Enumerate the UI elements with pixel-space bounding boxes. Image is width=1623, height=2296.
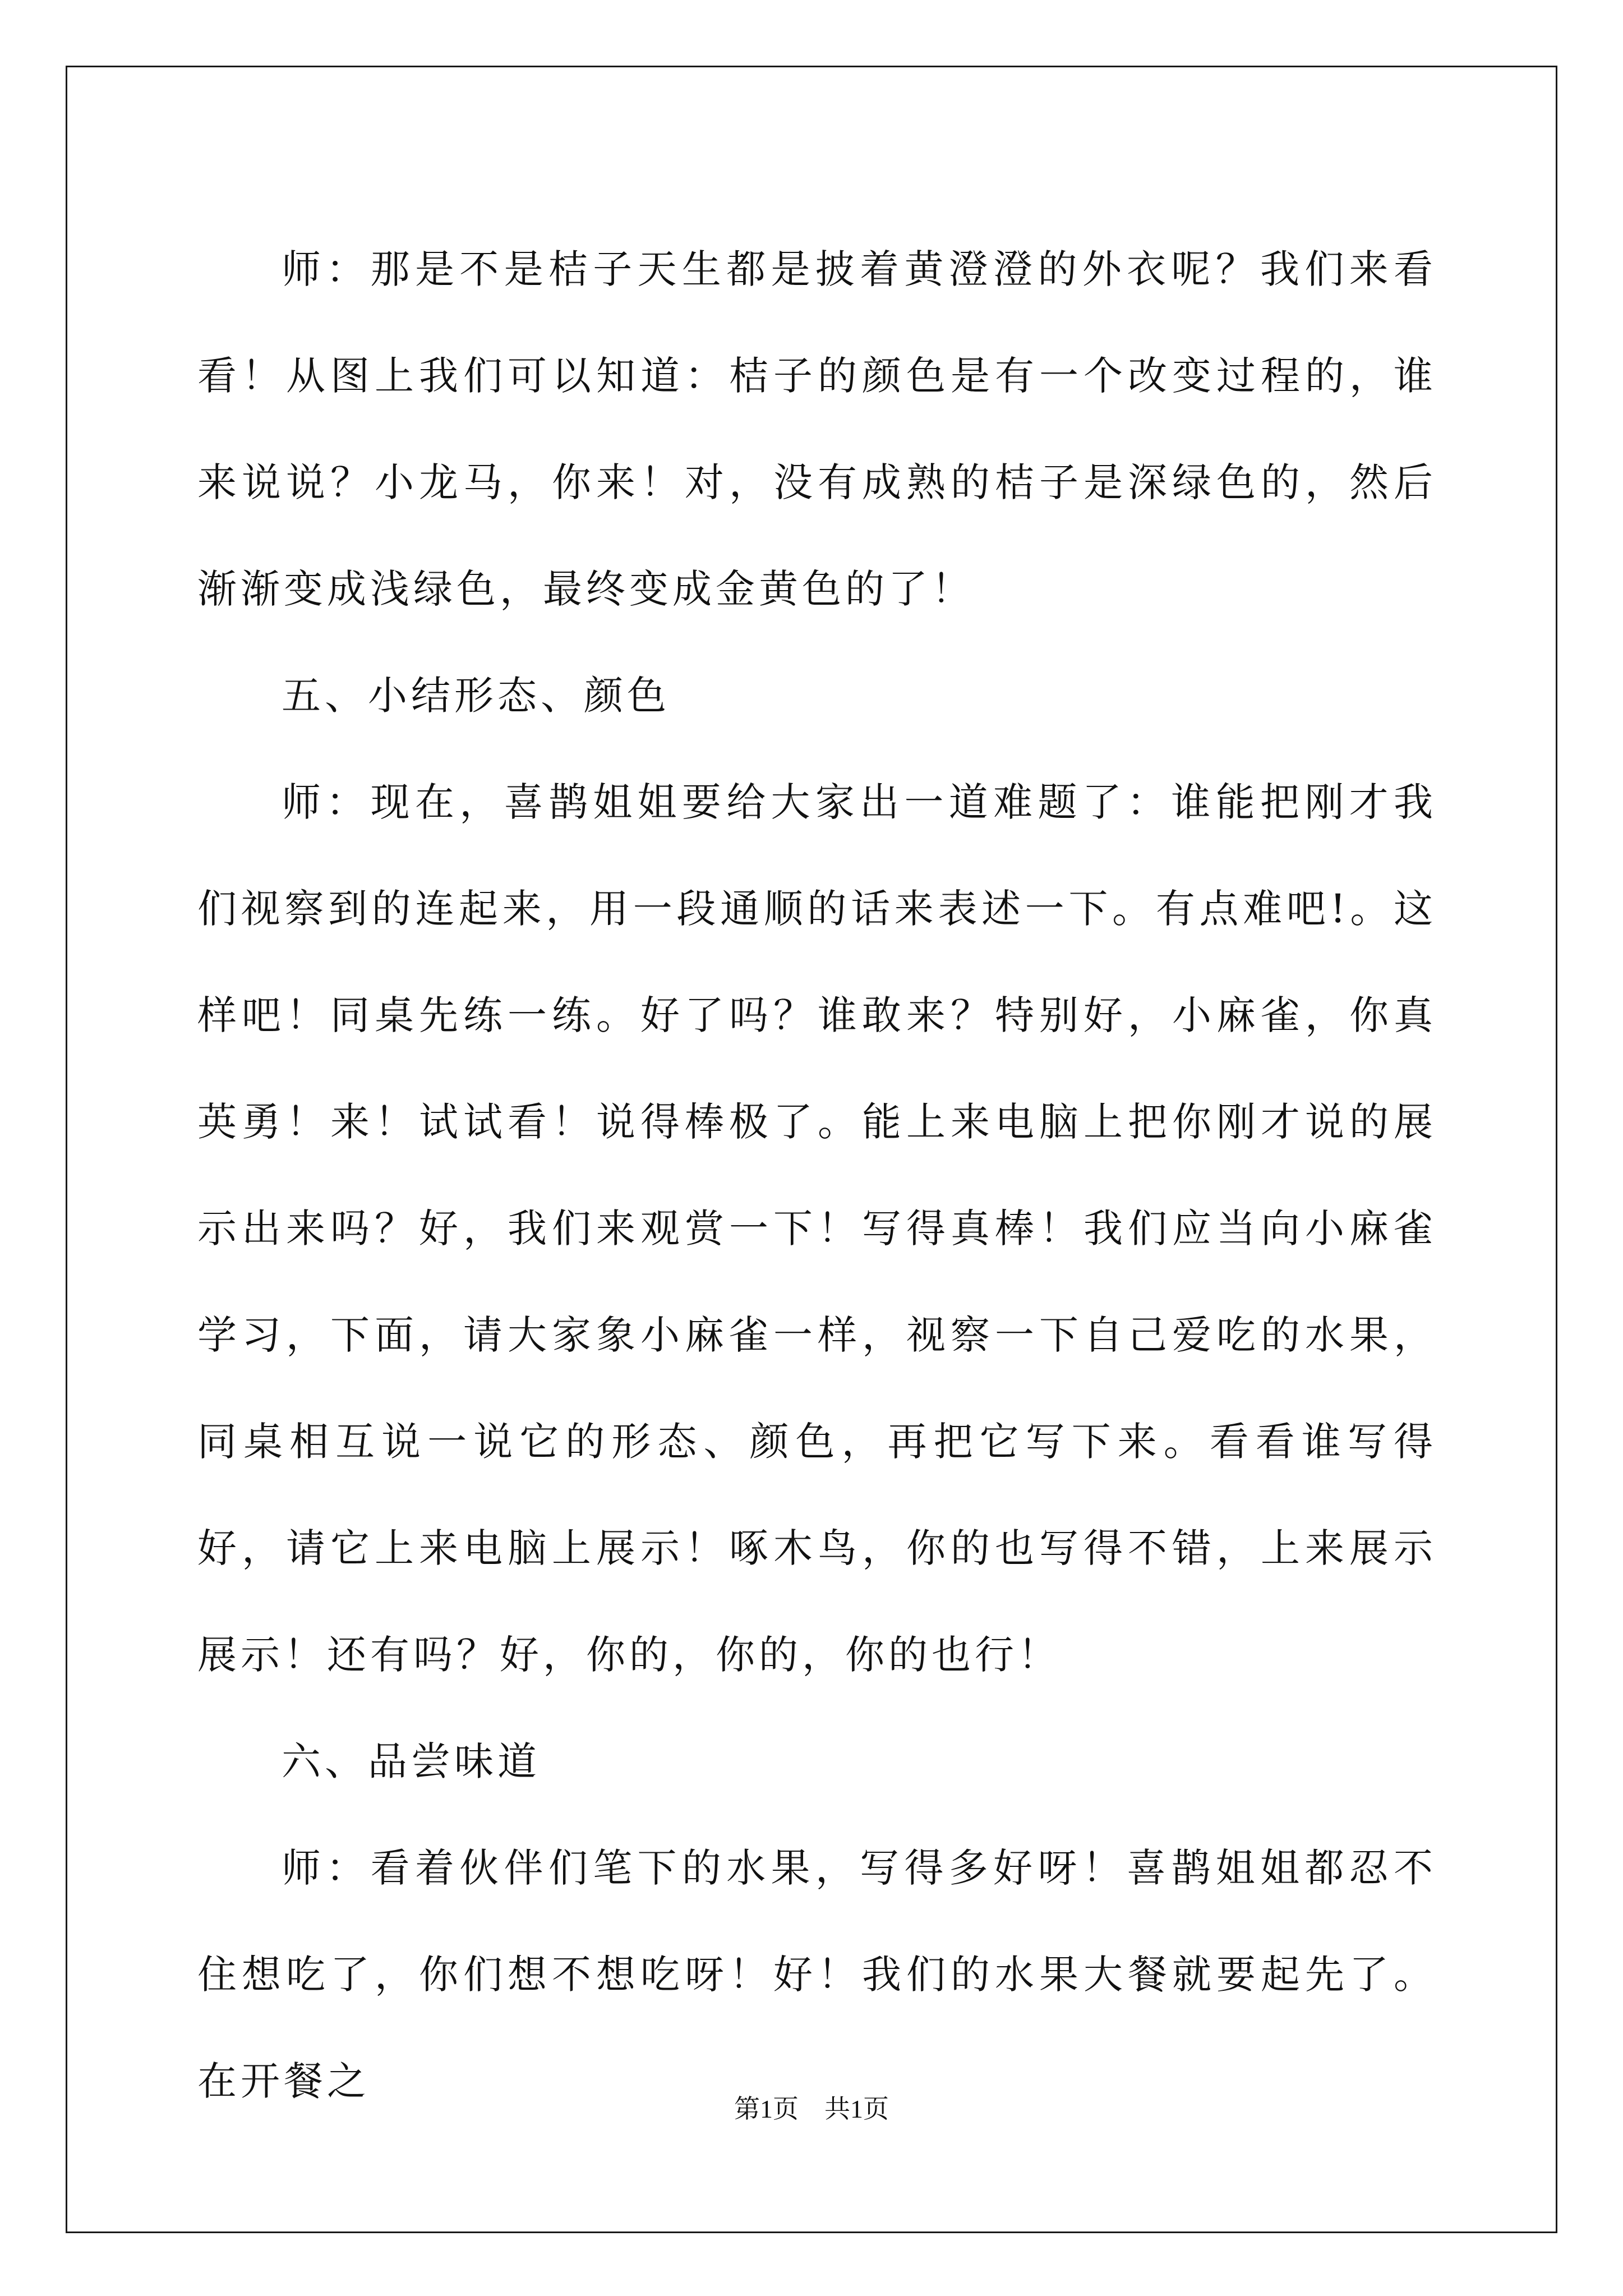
document-body [197,216,1437,2134]
paragraph-tasting: 师：看着伙伴们笔下的水果，写得多好呀！喜鹊姐姐都忍不住想吃了，你们想不想吃呀！好！我们的水果大餐就要起先了。在开餐之 [197,1845,1437,2104]
total-pages: 共1页 [824,2095,889,2123]
section-heading-6: 六、品尝味道 [282,1738,541,1784]
paragraph-summary-task: 师：现在，喜鹊姐姐要给大家出一道难题了：谁能把刚才我们视察到的连起来，用一段通顺的话来表述一下。有点难吧!。这样吧！同桌先练一练。好了吗？谁敢来？特别好，小麻雀，你真英勇！来！试试看！说得棒极了。能上来电脑上把你刚才说的展示出来吗？好，我们来观赏一下！写得真棒！我们应当向小麻雀学习，下面，请大家象小麻雀一样，视察一下自己爱吃的水果，同桌相互说一说它的形态、颜色，再把它写下来。看看谁写得好，请它上来电脑上展示！啄木鸟，你的也写得不错，上来展示展示！还有吗？好，你的，你的，你的也行！ [197,779,1437,1678]
page-number: 第1页 [734,2095,799,2123]
page-footer [0,2092,1623,2126]
section-heading-5: 五、小结形态、颜色 [282,673,670,719]
paragraph-orange-color: 师：那是不是桔子天生都是披着黄澄澄的外衣呢？我们来看看！从图上我们可以知道：桔子的颜色是有一个改变过程的，谁来说说？小龙马，你来！对，没有成熟的桔子是深绿色的，然后渐渐变成浅绿色，最终变成金黄色的了！ [197,246,1437,612]
